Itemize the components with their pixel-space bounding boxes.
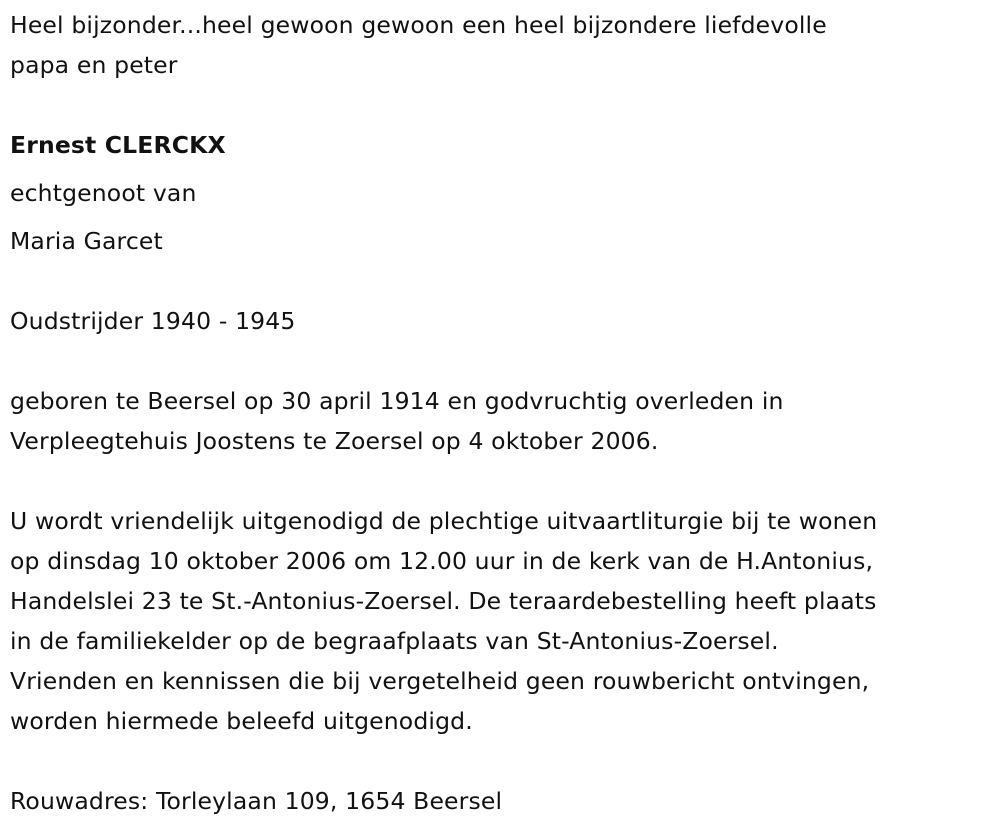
birth-death-line-2: Verpleegtehuis Joostens te Zoersel op 4 oktober 2006. [10, 427, 659, 455]
invitation-line-6: worden hiermede beleefd uitgenodigd. [10, 707, 473, 735]
invitation-line-3: Handelslei 23 te St.-Antonius-Zoersel. De teraardebestelling heeft plaats [10, 587, 877, 615]
mourning-address: Rouwadres: Torleylaan 109, 1654 Beersel [10, 787, 503, 815]
intro-line-1: Heel bijzonder...heel gewoon gewoon een heel bijzondere liefdevolle [10, 11, 827, 39]
invitation-line-4: in de familiekelder op de begraafplaats van St-Antonius-Zoersel. [10, 627, 779, 655]
spouse-name: Maria Garcet [10, 227, 163, 255]
spouse-prefix: echtgenoot van [10, 179, 197, 207]
birth-death-line-1: geboren te Beersel op 30 april 1914 en godvruchtig overleden in [10, 387, 784, 415]
intro-line-2: papa en peter [10, 51, 178, 79]
deceased-name: Ernest CLERCKX [10, 131, 226, 159]
veteran-line: Oudstrijder 1940 - 1945 [10, 307, 296, 335]
invitation-line-1: U wordt vriendelijk uitgenodigd de plechtige uitvaartliturgie bij te wonen [10, 507, 878, 535]
invitation-line-2: op dinsdag 10 oktober 2006 om 12.00 uur in de kerk van de H.Antonius, [10, 547, 874, 575]
invitation-line-5: Vrienden en kennissen die bij vergetelheid geen rouwbericht ontvingen, [10, 667, 870, 695]
